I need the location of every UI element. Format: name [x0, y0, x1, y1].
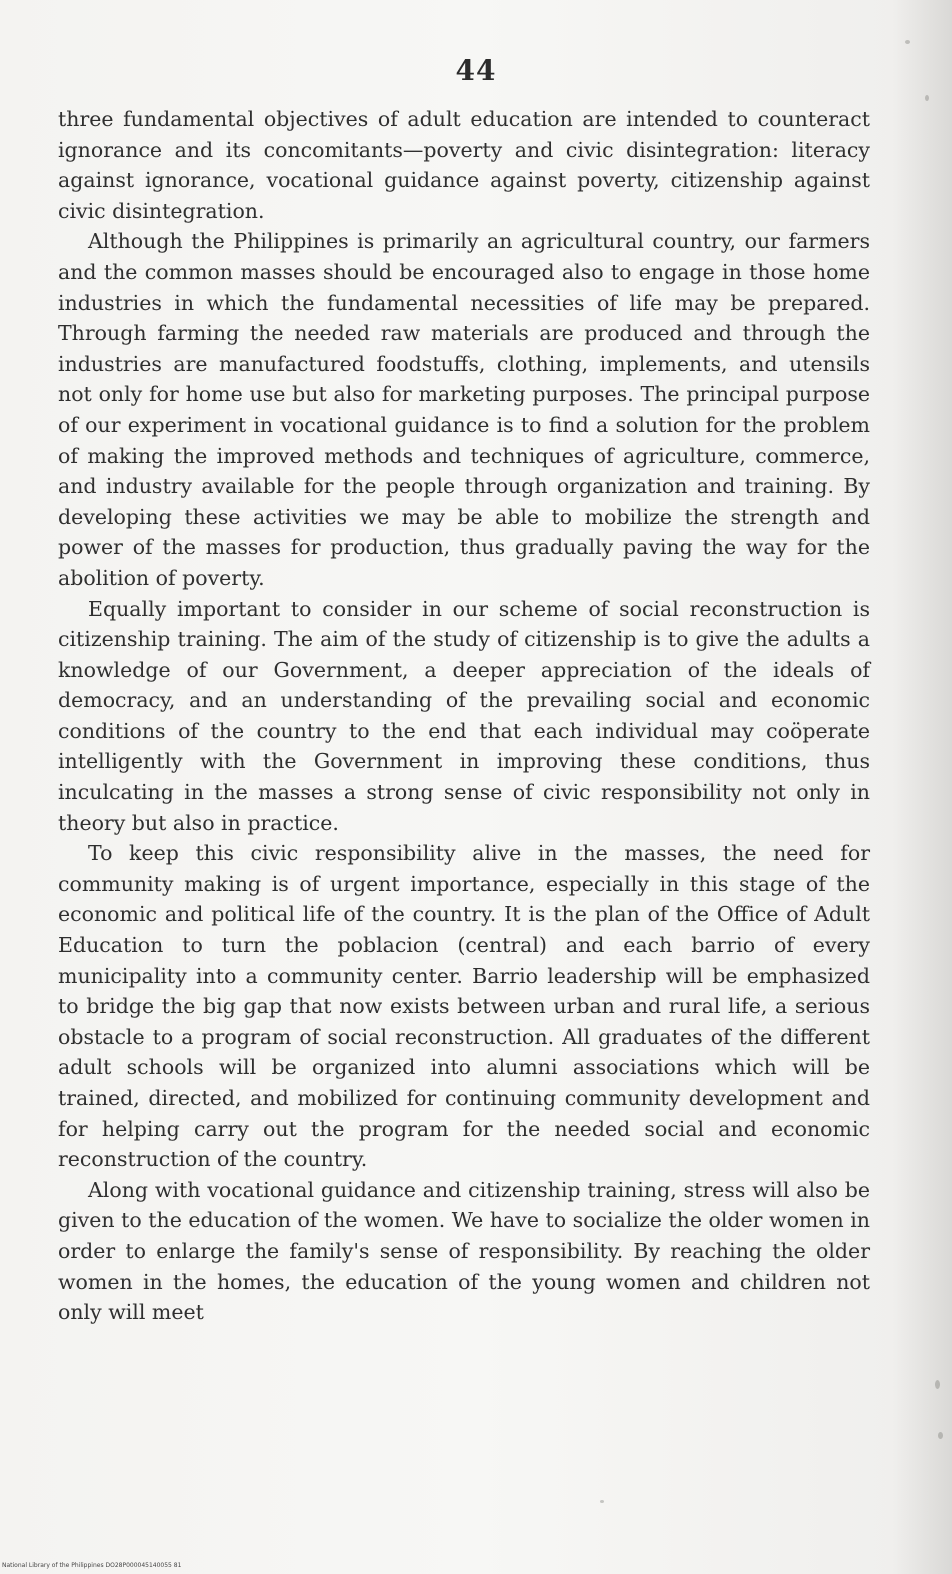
paragraph-5: Along with vocational guidance and citizenship training, stress will also be given to the education of the women. We have to socialize the older women in order to enlarge the family's sense of responsibility. By reaching the older women in the homes, the education of the young women and children not only will meet [58, 1177, 870, 1325]
scan-speck [935, 1380, 940, 1389]
scan-speck [925, 95, 929, 101]
page-number: 44 [455, 54, 497, 87]
scan-speck [905, 40, 910, 44]
body-text [58, 104, 870, 1328]
page-edge-shadow [892, 0, 952, 1574]
scan-speck [938, 1432, 943, 1439]
paragraph-3: Equally important to consider in our scheme of social reconstruction is citizenship training. The aim of the study of citizenship is to give the adults a knowledge of our Government, a deeper appreciation of the ideals of democracy, and an understanding of the prevailing social and economic conditions of the country to the end that each individual may coöperate intelligently with the Government in improving these conditions, thus inculcating in the masses a strong sense of civic responsibility not only in theory but also in practice. [58, 596, 870, 835]
footer-credit: National Library of the Philippines DO28P000045140055 81 [2, 1562, 182, 1569]
paragraph-4: To keep this civic responsibility alive in the masses, the need for community making is of urgent importance, especially in this stage of the economic and political life of the country. It is the plan of the Office of Adult Education to turn the poblacion (central) and each barrio of every municipality into a community center. Barrio leadership will be emphasized to bridge the big gap that now exists between urban and rural life, a serious obstacle to a program of social reconstruction. All graduates of the different adult schools will be organized into alumni associations which will be trained, directed, and mobilized for continuing community development and for helping carry out the program for the needed social and economic reconstruction of the country. [58, 841, 870, 1172]
scan-speck [600, 1500, 604, 1503]
paragraph-2: Although the Philippines is primarily an agricultural country, our farmers and the common masses should be encouraged also to engage in those home industries in which the fundamental necessities of life may be prepared. Through farming the needed raw materials are produced and through the industries are manufactured foodstuffs, clothing, implements, and utensils not only for home use but also for marketing purposes. The principal purpose of our experiment in vocational guidance is to find a solution for the problem of making the improved methods and techniques of agriculture, commerce, and industry available for the people through organization and training. By developing these activities we may be able to mobilize the strength and power of the masses for production, thus gradually paving the way for the abolition of poverty. [58, 229, 870, 590]
paragraph-1: three fundamental objectives of adult education are intended to counteract ignorance and its concomitants—poverty and civic disintegration: literacy against ignorance, vocational guidance against poverty, citizenship against civic disintegration. [58, 107, 870, 223]
